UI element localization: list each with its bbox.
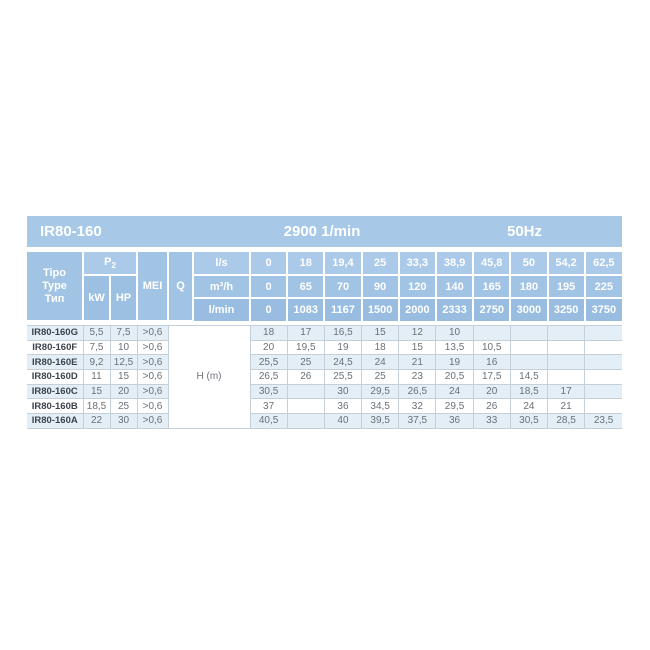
- head-value-cell: [548, 340, 585, 355]
- head-value-cell: [548, 326, 585, 341]
- head-value-cell: 15: [399, 340, 436, 355]
- head-value-cell: 20: [473, 384, 510, 399]
- type-column-header: [27, 252, 83, 321]
- head-value-cell: [548, 370, 585, 385]
- flow-m3h-value: 140: [436, 275, 473, 298]
- head-value-cell: 24: [510, 399, 547, 414]
- head-value-cell: [585, 399, 622, 414]
- head-value-cell: 30,5: [510, 414, 547, 429]
- flow-ls-value: 50: [510, 252, 547, 275]
- head-value-cell: 20,5: [436, 370, 473, 385]
- head-value-cell: 24: [362, 355, 399, 370]
- head-value-cell: [287, 414, 324, 429]
- pump-speed-label: 2900 1/min: [283, 223, 361, 240]
- head-value-cell: [585, 326, 622, 341]
- kw-cell: 7,5: [83, 340, 110, 355]
- head-value-cell: 17: [287, 326, 324, 341]
- pump-type-cell: IR80-160D: [27, 370, 83, 385]
- header-row-ls: [27, 252, 622, 275]
- hp-cell: 7,5: [110, 326, 137, 341]
- flow-m3h-value: 180: [510, 275, 547, 298]
- mei-cell: >0,6: [137, 340, 168, 355]
- flow-m3h-value: 90: [362, 275, 399, 298]
- mei-header: MEI: [137, 252, 168, 321]
- head-value-cell: 39,5: [362, 414, 399, 429]
- mei-cell: >0,6: [137, 370, 168, 385]
- head-value-cell: 33: [473, 414, 510, 429]
- head-value-cell: 25: [362, 370, 399, 385]
- pump-model-label: IR80-160: [40, 223, 102, 240]
- flow-ls-value: 38,9: [436, 252, 473, 275]
- flow-m3h-value: 120: [399, 275, 436, 298]
- p2-subscript: 2: [111, 261, 116, 271]
- head-value-cell: [585, 384, 622, 399]
- head-value-cell: 40,5: [250, 414, 287, 429]
- pump-type-cell: IR80-160E: [27, 355, 83, 370]
- table-row: [27, 384, 622, 399]
- pump-type-cell: IR80-160G: [27, 326, 83, 341]
- flow-ls-value: 25: [362, 252, 399, 275]
- head-value-cell: 25,5: [250, 355, 287, 370]
- head-value-cell: 15: [362, 326, 399, 341]
- head-value-cell: [510, 355, 547, 370]
- head-value-cell: 26,5: [250, 370, 287, 385]
- unit-ls-label: l/s: [193, 252, 250, 275]
- head-value-cell: 17,5: [473, 370, 510, 385]
- head-value-cell: 24,5: [324, 355, 361, 370]
- table-header: [27, 252, 622, 322]
- head-value-cell: 26: [473, 399, 510, 414]
- flow-lmin-value: 2750: [473, 298, 510, 321]
- table-title-bar: [27, 216, 622, 247]
- flow-lmin-value: 2333: [436, 298, 473, 321]
- head-value-cell: [585, 340, 622, 355]
- hp-cell: 10: [110, 340, 137, 355]
- hp-cell: 25: [110, 399, 137, 414]
- mei-cell: >0,6: [137, 384, 168, 399]
- head-value-cell: 19: [324, 340, 361, 355]
- head-value-cell: [585, 370, 622, 385]
- head-value-cell: 21: [399, 355, 436, 370]
- pump-type-cell: IR80-160F: [27, 340, 83, 355]
- head-value-cell: 10,5: [473, 340, 510, 355]
- table-row: [27, 326, 622, 341]
- kw-header: kW: [83, 275, 110, 321]
- flow-ls-value: 0: [250, 252, 287, 275]
- table-row: [27, 414, 622, 429]
- head-value-cell: 36: [436, 414, 473, 429]
- flow-ls-value: 18: [287, 252, 324, 275]
- flow-m3h-value: 225: [585, 275, 622, 298]
- flow-lmin-value: 3250: [548, 298, 585, 321]
- head-value-cell: 26,5: [399, 384, 436, 399]
- unit-lmin-label: l/min: [193, 298, 250, 321]
- head-value-cell: 16: [473, 355, 510, 370]
- head-value-cell: [287, 399, 324, 414]
- kw-cell: 22: [83, 414, 110, 429]
- flow-m3h-value: 195: [548, 275, 585, 298]
- unit-m3h-label: m³/h: [193, 275, 250, 298]
- pump-type-cell: IR80-160C: [27, 384, 83, 399]
- flow-lmin-value: 3750: [585, 298, 622, 321]
- head-value-cell: 16,5: [324, 326, 361, 341]
- hp-cell: 12,5: [110, 355, 137, 370]
- flow-m3h-value: 165: [473, 275, 510, 298]
- type-label-type: Type: [42, 279, 67, 292]
- table-body: [27, 325, 622, 429]
- flow-lmin-value: 3000: [510, 298, 547, 321]
- head-value-cell: 17: [548, 384, 585, 399]
- kw-cell: 5,5: [83, 326, 110, 341]
- flow-ls-value: 54,2: [548, 252, 585, 275]
- q-header: Q: [168, 252, 193, 321]
- head-value-cell: 23,5: [585, 414, 622, 429]
- kw-cell: 9,2: [83, 355, 110, 370]
- table-row: [27, 355, 622, 370]
- pump-type-cell: IR80-160B: [27, 399, 83, 414]
- head-value-cell: 30,5: [250, 384, 287, 399]
- hp-cell: 30: [110, 414, 137, 429]
- head-value-cell: 14,5: [510, 370, 547, 385]
- pump-performance-table: [27, 216, 622, 429]
- kw-cell: 18,5: [83, 399, 110, 414]
- p2-header: [83, 252, 137, 275]
- head-value-cell: 12: [399, 326, 436, 341]
- mei-cell: >0,6: [137, 355, 168, 370]
- head-value-cell: 26: [287, 370, 324, 385]
- table-row: [27, 370, 622, 385]
- type-label-tipo: Tipo: [42, 266, 66, 279]
- head-value-cell: [548, 355, 585, 370]
- table-row: [27, 399, 622, 414]
- head-value-cell: 23: [399, 370, 436, 385]
- kw-cell: 11: [83, 370, 110, 385]
- head-value-cell: 29,5: [436, 399, 473, 414]
- flow-lmin-value: 1167: [324, 298, 361, 321]
- table-row: [27, 340, 622, 355]
- head-value-cell: 37,5: [399, 414, 436, 429]
- head-value-cell: [510, 340, 547, 355]
- flow-lmin-value: 1083: [287, 298, 324, 321]
- head-value-cell: 24: [436, 384, 473, 399]
- hp-cell: 20: [110, 384, 137, 399]
- head-value-cell: [473, 326, 510, 341]
- kw-cell: 15: [83, 384, 110, 399]
- head-value-cell: 18,5: [510, 384, 547, 399]
- head-value-cell: 19: [436, 355, 473, 370]
- flow-m3h-value: 0: [250, 275, 287, 298]
- flow-ls-value: 45,8: [473, 252, 510, 275]
- flow-lmin-value: 0: [250, 298, 287, 321]
- flow-ls-value: 19,4: [324, 252, 361, 275]
- head-value-cell: 32: [399, 399, 436, 414]
- p2-base: P: [104, 255, 112, 268]
- hp-cell: 15: [110, 370, 137, 385]
- head-value-cell: 30: [324, 384, 361, 399]
- head-meters-label: H (m): [168, 326, 250, 429]
- head-value-cell: 10: [436, 326, 473, 341]
- flow-lmin-value: 2000: [399, 298, 436, 321]
- head-value-cell: 34,5: [362, 399, 399, 414]
- flow-ls-value: 33,3: [399, 252, 436, 275]
- flow-lmin-value: 1500: [362, 298, 399, 321]
- head-value-cell: 21: [548, 399, 585, 414]
- head-value-cell: 25,5: [324, 370, 361, 385]
- head-value-cell: 18: [362, 340, 399, 355]
- head-value-cell: [510, 326, 547, 341]
- head-value-cell: 40: [324, 414, 361, 429]
- head-value-cell: 19,5: [287, 340, 324, 355]
- head-value-cell: 37: [250, 399, 287, 414]
- head-value-cell: [585, 355, 622, 370]
- head-value-cell: 29,5: [362, 384, 399, 399]
- head-value-cell: 20: [250, 340, 287, 355]
- mei-cell: >0,6: [137, 326, 168, 341]
- mei-cell: >0,6: [137, 414, 168, 429]
- flow-m3h-value: 65: [287, 275, 324, 298]
- pump-frequency-label: 50Hz: [506, 223, 543, 240]
- mei-cell: >0,6: [137, 399, 168, 414]
- flow-m3h-value: 70: [324, 275, 361, 298]
- head-value-cell: [287, 384, 324, 399]
- flow-ls-value: 62,5: [585, 252, 622, 275]
- header-row-m3h: [27, 275, 622, 298]
- pump-type-cell: IR80-160A: [27, 414, 83, 429]
- head-value-cell: 36: [324, 399, 361, 414]
- hp-header: HP: [110, 275, 137, 321]
- head-value-cell: 25: [287, 355, 324, 370]
- head-value-cell: 28,5: [548, 414, 585, 429]
- head-value-cell: 18: [250, 326, 287, 341]
- head-value-cell: 13,5: [436, 340, 473, 355]
- type-label-tip: Тип: [44, 292, 65, 305]
